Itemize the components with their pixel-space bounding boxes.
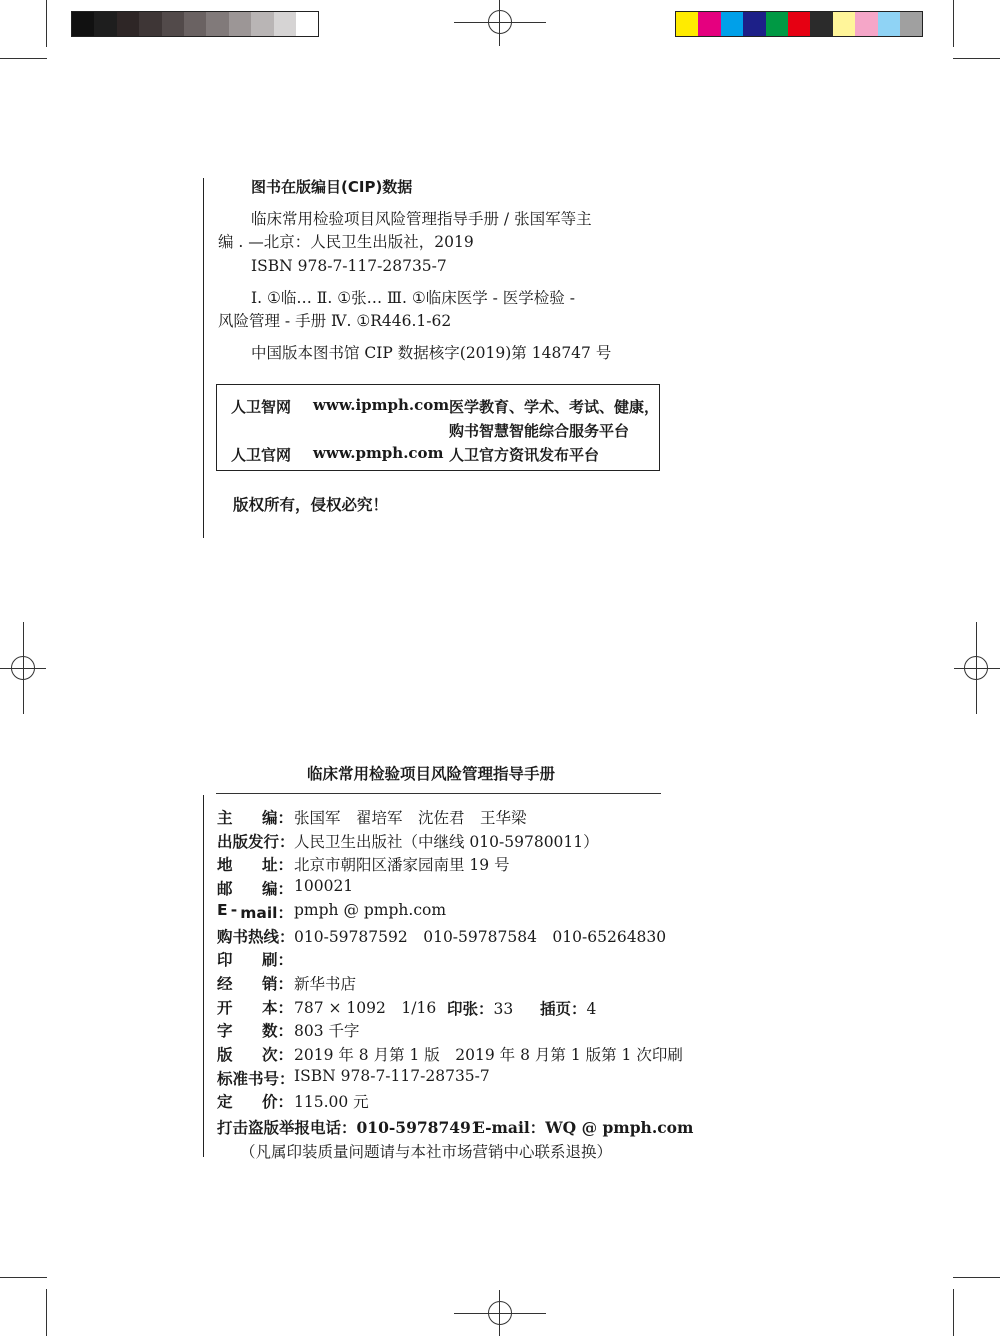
- color-swatch: [855, 12, 877, 36]
- crop-mark: [953, 1277, 1000, 1278]
- imprint-label: 地 址：: [217, 856, 293, 875]
- cip-title-line: 临床常用检验项目风险管理指导手册 / 张国军等主: [251, 210, 592, 228]
- site-url-link[interactable]: www.ipmph.com: [313, 396, 450, 414]
- color-swatch: [766, 12, 788, 36]
- imprint-label: 定 价：: [217, 1093, 293, 1112]
- imprint-value: 010-59787592 010-59787584 010-65264830: [294, 927, 667, 946]
- gray-swatch-strip: [71, 11, 319, 37]
- color-swatch: [274, 12, 296, 36]
- site-url-link[interactable]: www.pmph.com: [313, 444, 444, 462]
- return-note: （凡属印装质量问题请与本社市场营销中心联系退换）: [240, 1143, 613, 1161]
- registration-circle: [488, 1301, 512, 1325]
- imprint-value: 张国军 翟培军 沈佐君 王华梁: [294, 809, 527, 827]
- color-swatch: [94, 12, 116, 36]
- piracy-email: E-mail：WQ @ pmph.com: [473, 1118, 694, 1137]
- color-swatch: [698, 12, 720, 36]
- imprint-value: 787 × 1092 1/16: [294, 998, 452, 1017]
- site-name: 人卫官网: [231, 446, 292, 464]
- crop-mark: [953, 0, 954, 47]
- site-description: 医学教育、学术、考试、健康，: [449, 398, 660, 416]
- imprint-value: 人民卫生出版社（中继线 010-59780011）: [294, 832, 599, 851]
- cip-publisher-line: 编 . —北京：人民卫生出版社，2019: [218, 233, 474, 251]
- book-title: 临床常用检验项目风险管理指导手册: [307, 765, 556, 783]
- color-swatch: [206, 12, 228, 36]
- imprint-value: 115.00 元: [294, 1093, 369, 1112]
- imprint-value: 100021: [294, 877, 354, 896]
- color-swatch: [184, 12, 206, 36]
- imprint-value: 2019 年 8 月第 1 版 2019 年 8 月第 1 版第 1 次印刷: [294, 1046, 683, 1064]
- margin-rule: [203, 178, 204, 538]
- registration-circle: [11, 656, 35, 680]
- imprint-label: 购书热线：: [217, 927, 295, 946]
- color-swatch: [900, 12, 922, 36]
- site-name: 人卫智网: [231, 398, 292, 416]
- publisher-websites-box: [216, 384, 660, 471]
- color-swatch: [676, 12, 698, 36]
- imprint-label: 主 编：: [217, 809, 293, 827]
- crop-mark: [953, 1289, 954, 1336]
- imprint-label: E - mail：: [217, 900, 293, 922]
- registration-circle: [488, 10, 512, 34]
- imprint-label: 标准书号：: [217, 1069, 295, 1088]
- crop-mark: [0, 58, 47, 59]
- color-swatch: [296, 12, 318, 36]
- imprint-value: 北京市朝阳区潘家园南里 19 号: [294, 856, 510, 875]
- cip-classification-2: 风险管理 - 手册 Ⅳ. ①R446.1-62: [218, 312, 452, 330]
- piracy-hotline: 打击盗版举报电话：010-59787491: [217, 1118, 482, 1137]
- imprint-label: 印 刷：: [217, 951, 293, 970]
- registration-circle: [964, 656, 988, 680]
- color-swatch: [229, 12, 251, 36]
- imprint-value: pmph @ pmph.com: [294, 900, 447, 919]
- site-description: 购书智慧智能综合服务平台: [449, 422, 630, 440]
- cip-isbn: ISBN 978-7-117-28735-7: [251, 257, 447, 275]
- plates-field: 插页：4: [540, 1000, 597, 1018]
- imprint-label: 开 本：: [217, 998, 293, 1017]
- color-swatch: [251, 12, 273, 36]
- color-swatch: [117, 12, 139, 36]
- cip-number: 中国版本图书馆 CIP 数据核字(2019)第 148747 号: [251, 344, 612, 362]
- color-swatch-strip: [675, 11, 923, 37]
- imprint-label: 邮 编：: [217, 880, 293, 899]
- crop-mark: [46, 1289, 47, 1336]
- color-swatch: [162, 12, 184, 36]
- imprint-value: 新华书店: [294, 974, 357, 993]
- crop-mark: [953, 58, 1000, 59]
- color-swatch: [810, 12, 832, 36]
- color-swatch: [743, 12, 765, 36]
- color-swatch: [72, 12, 94, 36]
- cip-heading: 图书在版编目(CIP)数据: [251, 178, 413, 196]
- site-description: 人卫官方资讯发布平台: [449, 446, 600, 464]
- color-swatch: [721, 12, 743, 36]
- color-swatch: [878, 12, 900, 36]
- copyright-notice: 版权所有，侵权必究！: [233, 496, 389, 514]
- divider: [216, 793, 661, 794]
- crop-mark: [0, 1277, 47, 1278]
- imprint-label: 版 次：: [217, 1046, 293, 1064]
- sheets-field: 印张：33: [447, 1000, 514, 1018]
- color-swatch: [139, 12, 161, 36]
- imprint-label: 出版发行：: [217, 832, 295, 851]
- color-swatch: [788, 12, 810, 36]
- imprint-value: ISBN 978-7-117-28735-7: [294, 1066, 490, 1085]
- margin-rule: [203, 795, 204, 1157]
- imprint-label: 经 销：: [217, 974, 293, 993]
- cip-classification-1: Ⅰ. ①临… Ⅱ. ①张… Ⅲ. ①临床医学 - 医学检验 -: [251, 289, 575, 307]
- imprint-value: 803 千字: [294, 1022, 360, 1041]
- imprint-label: 字 数：: [217, 1022, 293, 1041]
- crop-mark: [46, 0, 47, 47]
- color-swatch: [833, 12, 855, 36]
